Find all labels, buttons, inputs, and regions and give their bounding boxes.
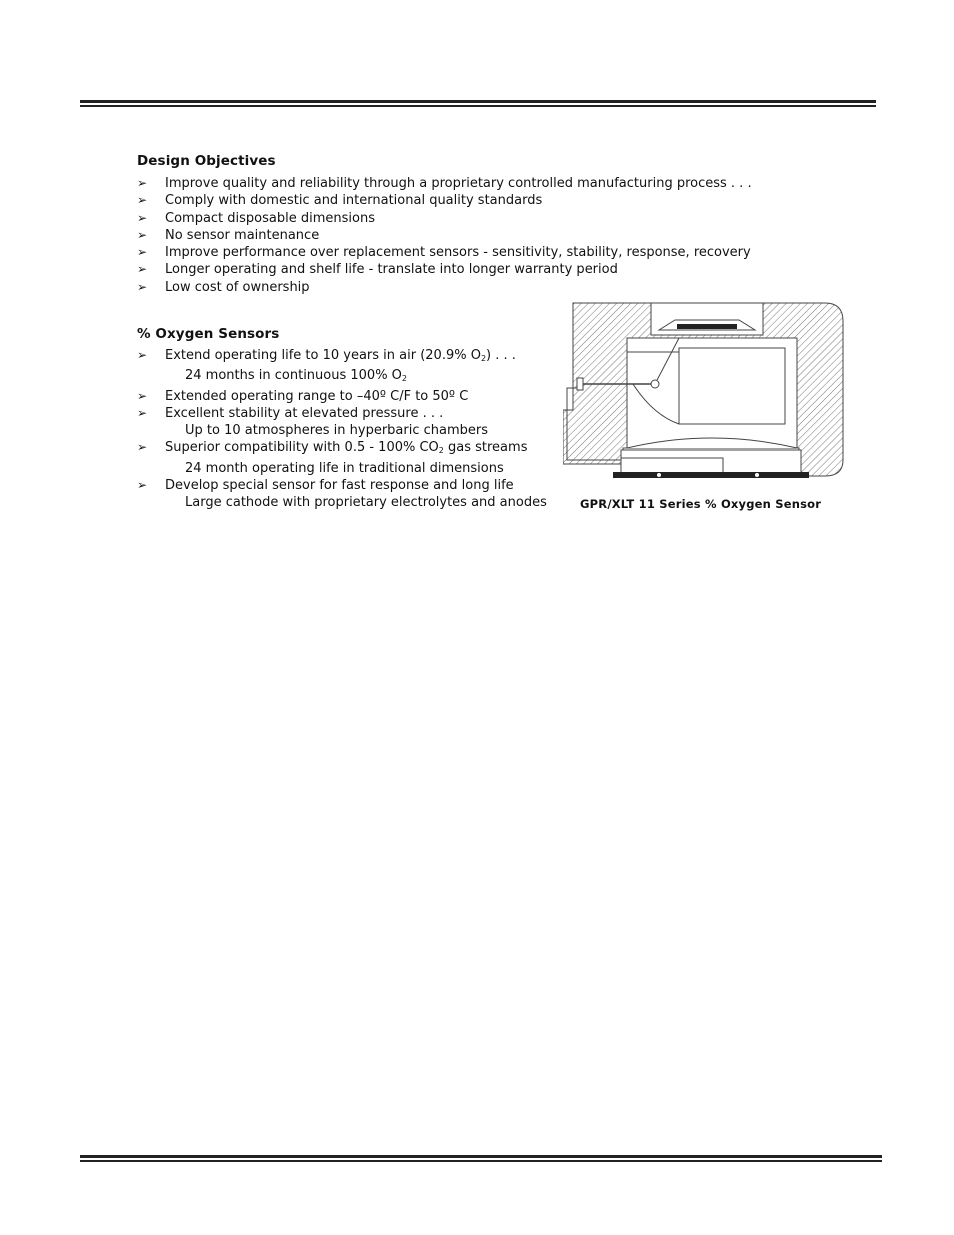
arrow-bullet-icon: ➢	[137, 478, 148, 493]
oxygen-sensors-list	[137, 347, 547, 512]
oxygen-sensors-heading: % Oxygen Sensors	[137, 326, 280, 342]
arrow-bullet-icon: ➢	[137, 279, 148, 294]
list-item: ➢ Extend operating life to 10 years in air (20.9% $O_2$) . . .	[137, 348, 516, 363]
arrow-bullet-icon: ➢	[137, 193, 148, 208]
list-item: ➢ Low cost of ownership	[137, 279, 310, 295]
list-subitem: Up to 10 atmospheres in hyperbaric chambers	[185, 423, 489, 439]
list-item: ➢ Improve quality and reliability through a proprietary controlled manufacturing process . . .	[137, 176, 752, 191]
top-rule	[80, 100, 876, 107]
list-item: ➢ Longer operating and shelf life - translate into longer warranty period	[137, 262, 618, 278]
arrow-bullet-icon: ➢	[137, 388, 148, 403]
list-item: ➢ Excellent stability at elevated pressure . . .	[137, 405, 444, 421]
list-item: ➢ No sensor maintenance	[137, 227, 320, 243]
list-item: ➢ Compact disposable dimensions	[137, 210, 375, 226]
bottom-rule	[80, 1155, 882, 1162]
arrow-bullet-icon: ➢	[137, 245, 148, 260]
design-objectives-list	[137, 175, 752, 296]
arrow-bullet-icon: ➢	[137, 440, 148, 455]
list-item: ➢ Improve performance over replacement sensors - sensitivity, stability, response, recovery	[137, 245, 751, 261]
arrow-bullet-icon: ➢	[137, 348, 148, 362]
design-objectives-heading: Design Objectives	[137, 153, 276, 169]
list-item: ➢ Develop special sensor for fast response and long life	[137, 478, 514, 494]
list-item: ➢ Comply with domestic and international quality standards	[137, 193, 543, 209]
arrow-bullet-icon: ➢	[137, 405, 148, 420]
list-item: ➢ Extended operating range to –40º C/F to 50º C	[137, 388, 469, 404]
list-subitem: 24 months in continuous 100% $O_2$	[185, 368, 408, 384]
list-subitem: 24 month operating life in traditional dimensions	[185, 460, 504, 476]
list-subitem: Large cathode with proprietary electrolytes and anodes	[185, 495, 547, 511]
arrow-bullet-icon: ➢	[137, 227, 148, 242]
oxygen-sensor-cross-section-icon	[563, 300, 845, 485]
arrow-bullet-icon: ➢	[137, 176, 148, 190]
arrow-bullet-icon: ➢	[137, 210, 148, 225]
figure-caption: GPR/XLT 11 Series % Oxygen Sensor	[580, 497, 822, 511]
list-item: ➢ Superior compatibility with 0.5 - 100% $CO_2$ gas streams	[137, 440, 528, 456]
arrow-bullet-icon: ➢	[137, 262, 148, 277]
